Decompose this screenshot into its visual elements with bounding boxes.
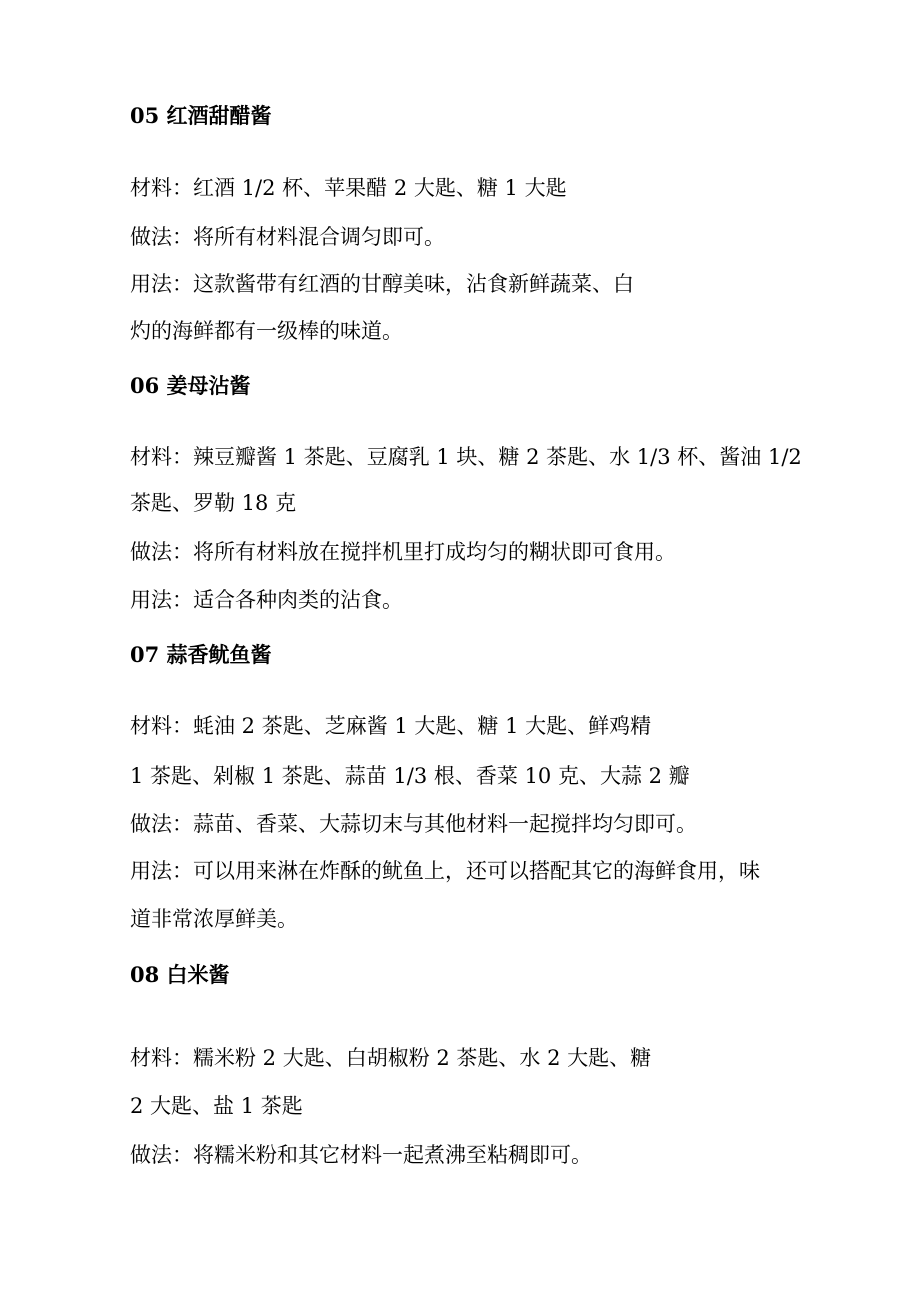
section-heading: 07 蒜香鱿鱼酱 bbox=[130, 642, 272, 667]
ingredients-line-continued: 2 大匙、盐 1 茶匙 bbox=[130, 1094, 303, 1118]
usage-line-continued: 道非常浓厚鲜美。 bbox=[130, 907, 298, 931]
method-line: 做法：将所有材料混合调匀即可。 bbox=[130, 225, 445, 249]
section-heading: 06 姜母沾酱 bbox=[130, 373, 251, 398]
usage-line: 用法：可以用来淋在炸酥的鱿鱼上，还可以搭配其它的海鲜食用，味 bbox=[130, 859, 760, 883]
ingredients-line: 材料：糯米粉 2 大匙、白胡椒粉 2 茶匙、水 2 大匙、糖 bbox=[130, 1046, 652, 1070]
method-line: 做法：将所有材料放在搅拌机里打成均匀的糊状即可食用。 bbox=[130, 540, 676, 564]
section-heading: 05 红酒甜醋酱 bbox=[130, 103, 272, 128]
usage-line: 用法：这款酱带有红酒的甘醇美味，沾食新鲜蔬菜、白 bbox=[130, 272, 634, 296]
ingredients-line: 材料：红酒 1/2 杯、苹果醋 2 大匙、糖 1 大匙 bbox=[130, 176, 567, 200]
ingredients-line-continued: 1 茶匙、剁椒 1 茶匙、蒜苗 1/3 根、香菜 10 克、大蒜 2 瓣 bbox=[130, 764, 690, 788]
ingredients-line: 材料：辣豆瓣酱 1 茶匙、豆腐乳 1 块、糖 2 茶匙、水 1/3 杯、酱油 1/2 bbox=[130, 445, 802, 469]
usage-line: 用法：适合各种肉类的沾食。 bbox=[130, 588, 403, 612]
usage-line-continued: 灼的海鲜都有一级棒的味道。 bbox=[130, 319, 403, 343]
section-heading: 08 白米酱 bbox=[130, 962, 230, 987]
ingredients-line-continued: 茶匙、罗勒 18 克 bbox=[130, 491, 297, 515]
ingredients-line: 材料：蚝油 2 茶匙、芝麻酱 1 大匙、糖 1 大匙、鲜鸡精 bbox=[130, 714, 652, 738]
method-line: 做法：蒜苗、香菜、大蒜切末与其他材料一起搅拌均匀即可。 bbox=[130, 812, 697, 836]
method-line: 做法：将糯米粉和其它材料一起煮沸至粘稠即可。 bbox=[130, 1143, 592, 1167]
